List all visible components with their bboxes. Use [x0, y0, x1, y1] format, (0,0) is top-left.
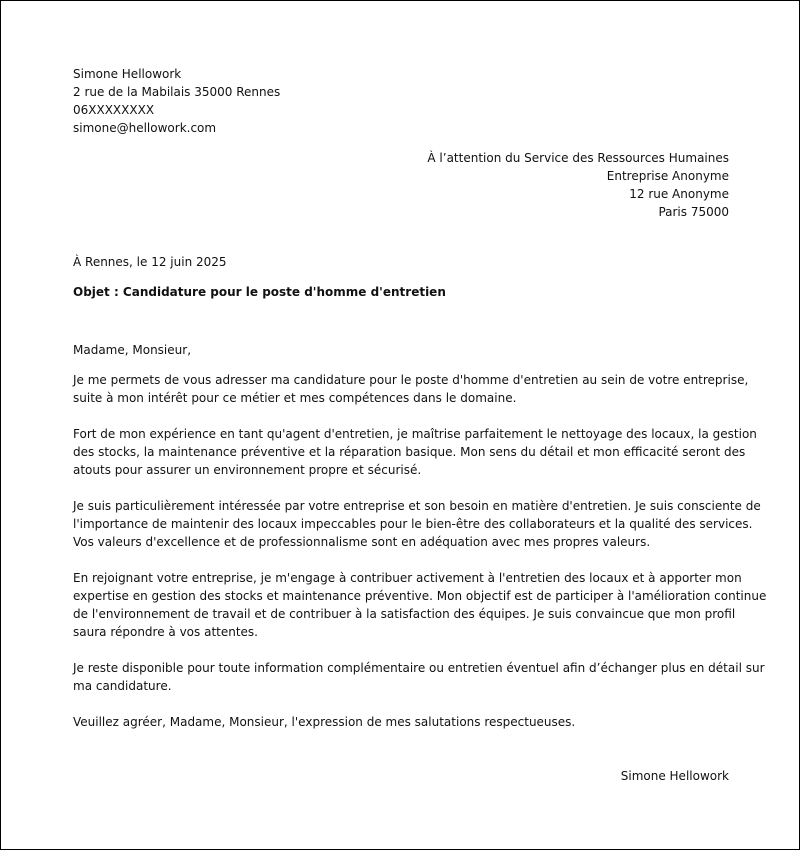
paragraph-line: de l'environnement de travail et de contribuer à la satisfaction des équipes. Je suis convaincue que mon profil	[73, 607, 736, 621]
paragraph-line: En rejoignant votre entreprise, je m'engage à contribuer activement à l'entretien des locaux et à apporter mon	[73, 571, 742, 585]
paragraph-line: Fort de mon expérience en tant qu'agent d'entretien, je maîtrise parfaitement le nettoyage des locaux, la gestion	[73, 427, 757, 441]
sender-name: Simone Hellowork	[73, 67, 182, 81]
paragraph-line: ma candidature.	[73, 679, 172, 693]
paragraph-line: Je reste disponible pour toute information complémentaire ou entretien éventuel afin d’échanger plus en détail sur	[73, 661, 765, 675]
paragraph-line: expertise en gestion des stocks et maintenance préventive. Mon objectif est de participer à l'amélioration continue	[73, 589, 767, 603]
recipient-company: Entreprise Anonyme	[606, 169, 729, 183]
recipient-block	[73, 149, 729, 221]
paragraph-5	[73, 659, 765, 695]
signature: Simone Hellowork	[620, 769, 729, 783]
paragraph-1	[73, 371, 749, 407]
paragraph-4	[73, 569, 767, 641]
subject-line: Objet : Candidature pour le poste d'homme d'entretien	[73, 285, 446, 299]
paragraph-line: Vos valeurs d'excellence et de professionnalisme sont en adéquation avec mes propres valeurs.	[73, 535, 651, 549]
recipient-attention: À l’attention du Service des Ressources Humaines	[427, 151, 729, 165]
salutation: Madame, Monsieur,	[73, 343, 192, 357]
date-line: À Rennes, le 12 juin 2025	[73, 255, 227, 269]
paragraph-line: Je me permets de vous adresser ma candidature pour le poste d'homme d'entretien au sein de votre entreprise,	[73, 373, 749, 387]
paragraph-line: atouts pour assurer un environnement propre et sécurisé.	[73, 463, 422, 477]
paragraph-2	[73, 425, 757, 479]
sender-address: 2 rue de la Mabilais 35000 Rennes	[73, 85, 281, 99]
paragraph-line: suite à mon intérêt pour ce métier et mes compétences dans le domaine.	[73, 391, 517, 405]
recipient-city: Paris 75000	[658, 205, 729, 219]
paragraph-line: l'importance de maintenir des locaux impeccables pour le bien-être des collaborateurs et la qualité des services.	[73, 517, 753, 531]
paragraph-line: des stocks, la maintenance préventive et la réparation basique. Mon sens du détail et mon efficacité seront des	[73, 445, 746, 459]
recipient-street: 12 rue Anonyme	[629, 187, 729, 201]
sender-phone: 06XXXXXXXX	[73, 103, 155, 117]
sender-email: simone@hellowork.com	[73, 121, 217, 135]
closing-formula: Veuillez agréer, Madame, Monsieur, l'expression de mes salutations respectueuses.	[73, 715, 576, 729]
paragraph-line: saura répondre à vos attentes.	[73, 625, 258, 639]
sender-block	[73, 65, 729, 137]
paragraph-3	[73, 497, 761, 551]
paragraph-line: Je suis particulièrement intéressée par votre entreprise et son besoin en matière d'entretien. Je suis consciente de	[73, 499, 761, 513]
